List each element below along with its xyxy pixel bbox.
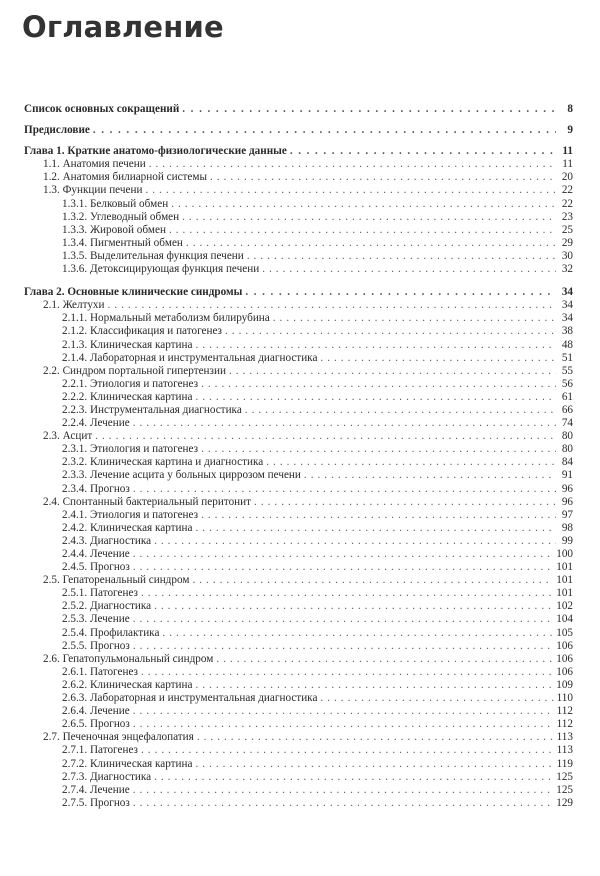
toc-entry[interactable] bbox=[24, 124, 573, 137]
toc-entry-title: 2.3.1. Этиология и патогенез bbox=[62, 443, 199, 456]
toc-entry[interactable] bbox=[24, 299, 573, 312]
toc-entry-page-number: 29 bbox=[561, 236, 573, 249]
toc-entry-title: 2.6.1. Патогенез bbox=[62, 665, 138, 678]
toc-leader-dots bbox=[216, 653, 553, 666]
toc-leader-dots bbox=[245, 404, 556, 417]
toc-entry-title: 2.2.2. Клиническая картина bbox=[62, 390, 193, 403]
toc-leader-dots bbox=[141, 744, 554, 757]
toc-leader-dots bbox=[154, 535, 556, 548]
toc-leader-dots bbox=[171, 198, 556, 211]
toc-leader-dots bbox=[254, 496, 556, 509]
toc-entry[interactable] bbox=[24, 158, 573, 171]
toc-leader-dots bbox=[197, 731, 554, 744]
toc-entry[interactable] bbox=[24, 263, 573, 276]
toc-leader-dots bbox=[201, 509, 556, 522]
toc-entry-title: 2.4. Спонтанный бактериальный перитонит bbox=[43, 495, 252, 508]
toc-entry[interactable] bbox=[24, 224, 573, 237]
toc-entry-page-number: 99 bbox=[561, 534, 573, 547]
toc-entry-title: 2.3.3. Лечение асцита у больных циррозом печени bbox=[62, 469, 301, 482]
toc-entry-title: 1.2. Анатомия билиарной системы bbox=[43, 171, 207, 184]
toc-entry-page-number: 48 bbox=[561, 338, 573, 351]
toc-entry-title: 2.6.2. Клиническая картина bbox=[62, 678, 193, 691]
toc-entry[interactable] bbox=[24, 198, 573, 211]
toc-entry-page-number: 22 bbox=[561, 197, 573, 210]
toc-leader-dots bbox=[273, 312, 556, 325]
toc-entry-page-number: 74 bbox=[561, 417, 573, 430]
toc-entry-page-number: 55 bbox=[561, 364, 573, 377]
toc-entry[interactable] bbox=[24, 797, 573, 810]
toc-leader-dots bbox=[320, 692, 553, 705]
toc-entry-page-number: 98 bbox=[561, 521, 573, 534]
toc-entry-title: 1.1. Анатомия печени bbox=[43, 158, 146, 171]
toc-entry-title: 2.3.4. Прогноз bbox=[62, 482, 130, 495]
toc-entry-page-number: 112 bbox=[556, 705, 573, 718]
toc-entry-page-number: 106 bbox=[556, 639, 573, 652]
toc-leader-dots bbox=[145, 184, 556, 197]
toc-entry-title: 2.5.3. Лечение bbox=[62, 613, 130, 626]
toc-entry[interactable] bbox=[24, 613, 573, 626]
toc-entry-title: 2.7.3. Диагностика bbox=[62, 770, 152, 783]
toc-entry[interactable] bbox=[24, 286, 573, 299]
toc-entry-page-number: 11 bbox=[562, 145, 573, 158]
toc-entry[interactable] bbox=[24, 718, 573, 731]
toc-leader-dots bbox=[133, 718, 554, 731]
toc-entry-page-number: 20 bbox=[561, 171, 573, 184]
toc-leader-dots bbox=[95, 430, 556, 443]
toc-entry-title: 2.2.3. Инструментальная диагностика bbox=[62, 403, 242, 416]
toc-leader-dots bbox=[162, 627, 553, 640]
toc-entry-page-number: 96 bbox=[561, 495, 573, 508]
toc-leader-dots bbox=[196, 391, 557, 404]
toc-entry-title: 2.6.3. Лабораторная и инструментальная диагностика bbox=[62, 692, 318, 705]
toc-entry-page-number: 34 bbox=[561, 286, 573, 299]
toc-entry-title: 2.5.2. Диагностика bbox=[62, 600, 152, 613]
toc-leader-dots bbox=[196, 522, 557, 535]
toc-entry-title: 2.6.4. Лечение bbox=[62, 705, 130, 718]
toc-leader-dots bbox=[133, 797, 553, 810]
toc-entry[interactable] bbox=[24, 443, 573, 456]
toc-entry[interactable] bbox=[24, 430, 573, 443]
toc-leader-dots bbox=[108, 299, 557, 312]
toc-entry-page-number: 125 bbox=[556, 770, 573, 783]
toc-entry-page-number: 51 bbox=[561, 351, 573, 364]
toc-leader-dots bbox=[133, 705, 554, 718]
toc-entry-page-number: 106 bbox=[556, 665, 573, 678]
toc-entry-title: 2.7.4. Лечение bbox=[62, 783, 130, 796]
toc-entry-title: Список основных сокращений bbox=[24, 103, 180, 115]
toc-entry-page-number: 61 bbox=[561, 390, 573, 403]
toc-entry-page-number: 23 bbox=[561, 210, 573, 223]
toc-entry-page-number: 22 bbox=[561, 184, 573, 197]
toc-entry-page-number: 34 bbox=[561, 312, 573, 325]
toc-entry-page-number: 56 bbox=[561, 377, 573, 390]
toc-entry-page-number: 112 bbox=[556, 718, 573, 731]
toc-entry[interactable] bbox=[24, 771, 573, 784]
toc-entry-title: 1.3.5. Выделительная функция печени bbox=[62, 249, 244, 262]
toc-leader-dots bbox=[133, 640, 553, 653]
toc-leader-dots bbox=[196, 758, 554, 771]
toc-entry-title: 2.7.1. Патогенез bbox=[62, 744, 138, 757]
toc-entry-title: 2.3. Асцит bbox=[43, 430, 93, 443]
toc-leader-dots bbox=[210, 171, 556, 184]
toc-entry[interactable] bbox=[24, 469, 573, 482]
table-of-contents bbox=[24, 103, 573, 810]
toc-entry-title: Предисловие bbox=[24, 124, 90, 137]
toc-entry-page-number: 97 bbox=[561, 508, 573, 521]
toc-entry-title: 2.4.5. Прогноз bbox=[62, 561, 130, 574]
toc-entry[interactable] bbox=[24, 666, 573, 679]
toc-entry-page-number: 125 bbox=[556, 783, 573, 796]
toc-leader-dots bbox=[133, 417, 556, 430]
toc-entry-page-number: 102 bbox=[556, 600, 573, 613]
toc-entry-title: 2.5. Гепаторенальный синдром bbox=[43, 574, 190, 587]
toc-entry[interactable] bbox=[24, 744, 573, 757]
toc-entry-title: 2.1.4. Лабораторная и инструментальная диагностика bbox=[62, 351, 318, 364]
toc-entry-title: 2.1.1. Нормальный метаболизм билирубина bbox=[62, 312, 270, 325]
toc-entry[interactable] bbox=[24, 211, 573, 224]
toc-entry[interactable] bbox=[24, 352, 573, 365]
toc-leader-dots bbox=[290, 145, 556, 158]
toc-entry-page-number: 101 bbox=[556, 574, 573, 587]
toc-entry[interactable] bbox=[24, 237, 573, 250]
toc-leader-dots bbox=[133, 613, 554, 626]
toc-entry[interactable] bbox=[24, 365, 573, 378]
toc-entry-page-number: 104 bbox=[556, 613, 573, 626]
toc-entry-title: 1.3.2. Углеводный обмен bbox=[62, 210, 180, 223]
toc-leader-dots bbox=[141, 666, 553, 679]
toc-leader-dots bbox=[169, 224, 556, 237]
toc-entry-title: 2.4.2. Клиническая картина bbox=[62, 521, 193, 534]
toc-leader-dots bbox=[133, 548, 554, 561]
toc-entry-title: 2.5.1. Патогенез bbox=[62, 587, 138, 600]
toc-entry[interactable] bbox=[24, 509, 573, 522]
toc-leader-dots bbox=[154, 771, 553, 784]
toc-entry[interactable] bbox=[24, 378, 573, 391]
toc-entry[interactable] bbox=[24, 325, 573, 338]
toc-entry[interactable] bbox=[24, 548, 573, 561]
toc-entry-page-number: 32 bbox=[561, 263, 573, 276]
toc-entry[interactable] bbox=[24, 640, 573, 653]
toc-leader-dots bbox=[196, 679, 554, 692]
toc-entry-page-number: 80 bbox=[561, 430, 573, 443]
toc-entry-page-number: 101 bbox=[556, 561, 573, 574]
toc-entry-title: 2.1.2. Классификация и патогенез bbox=[62, 325, 222, 338]
toc-leader-dots bbox=[141, 587, 553, 600]
toc-entry-title: 2.3.2. Клиническая картина и диагностика bbox=[62, 456, 264, 469]
toc-entry[interactable] bbox=[24, 496, 573, 509]
toc-entry[interactable] bbox=[24, 731, 573, 744]
toc-entry[interactable] bbox=[24, 679, 573, 692]
toc-entry-title: 1.3.1. Белковый обмен bbox=[62, 197, 169, 210]
toc-entry[interactable] bbox=[24, 522, 573, 535]
toc-entry-page-number: 106 bbox=[556, 652, 573, 665]
toc-entry[interactable] bbox=[24, 535, 573, 548]
toc-entry-page-number: 113 bbox=[556, 744, 573, 757]
toc-entry[interactable] bbox=[24, 184, 573, 197]
toc-entry[interactable] bbox=[24, 574, 573, 587]
toc-leader-dots bbox=[93, 124, 556, 137]
toc-entry-title: 1.3.4. Пигментный обмен bbox=[62, 236, 183, 249]
toc-entry-page-number: 110 bbox=[556, 692, 573, 705]
toc-entry-title: 2.5.5. Прогноз bbox=[62, 639, 130, 652]
toc-entry-title: 2.2.1. Этиология и патогенез bbox=[62, 377, 199, 390]
toc-entry[interactable] bbox=[24, 784, 573, 797]
toc-entry[interactable] bbox=[24, 627, 573, 640]
toc-entry[interactable] bbox=[24, 600, 573, 613]
toc-entry-title: 2.7.2. Клиническая картина bbox=[62, 757, 193, 770]
toc-entry-title: 2.1.3. Клиническая картина bbox=[62, 338, 193, 351]
toc-entry-title: 2.1. Желтухи bbox=[43, 299, 105, 312]
toc-entry[interactable] bbox=[24, 483, 573, 496]
toc-entry-title: 2.5.4. Профилактика bbox=[62, 626, 160, 639]
toc-entry[interactable] bbox=[24, 339, 573, 352]
toc-leader-dots bbox=[229, 365, 556, 378]
toc-leader-dots bbox=[201, 378, 556, 391]
toc-entry-page-number: 84 bbox=[561, 456, 573, 469]
toc-entry-page-number: 80 bbox=[561, 443, 573, 456]
toc-entry[interactable] bbox=[24, 692, 573, 705]
toc-entry-title: 1.3.6. Детоксицирующая функция печени bbox=[62, 263, 260, 276]
toc-entry-page-number: 8 bbox=[567, 103, 573, 115]
toc-entry-page-number: 101 bbox=[556, 587, 573, 600]
toc-entry-page-number: 113 bbox=[556, 731, 573, 744]
toc-entry[interactable] bbox=[24, 391, 573, 404]
toc-leader-dots bbox=[182, 103, 556, 116]
toc-leader-dots bbox=[245, 286, 556, 299]
toc-entry[interactable] bbox=[24, 103, 573, 116]
toc-entry-page-number: 34 bbox=[561, 299, 573, 312]
toc-entry[interactable] bbox=[24, 312, 573, 325]
toc-entry-page-number: 96 bbox=[561, 482, 573, 495]
toc-entry-page-number: 119 bbox=[556, 757, 573, 770]
toc-leader-dots bbox=[266, 456, 556, 469]
toc-leader-dots bbox=[133, 483, 556, 496]
toc-leader-dots bbox=[192, 574, 553, 587]
toc-entry[interactable] bbox=[24, 561, 573, 574]
toc-entry-page-number: 66 bbox=[561, 403, 573, 416]
toc-entry-title: 2.4.4. Лечение bbox=[62, 548, 130, 560]
toc-entry-page-number: 105 bbox=[556, 626, 573, 639]
toc-entry-title: 2.2. Синдром портальной гипертензии bbox=[43, 364, 226, 377]
toc-entry-title: 2.7.5. Прогноз bbox=[62, 796, 130, 809]
toc-entry-page-number: 38 bbox=[561, 325, 573, 338]
toc-entry-title: 2.7. Печеночная энцефалопатия bbox=[43, 731, 194, 744]
toc-leader-dots bbox=[225, 325, 556, 338]
toc-entry-page-number: 9 bbox=[567, 124, 573, 137]
toc-leader-dots bbox=[154, 600, 553, 613]
toc-entry-page-number: 30 bbox=[561, 249, 573, 262]
page-title: Оглавление bbox=[22, 10, 224, 44]
toc-entry-page-number: 109 bbox=[556, 678, 573, 691]
toc-leader-dots bbox=[196, 339, 557, 352]
toc-leader-dots bbox=[201, 443, 556, 456]
toc-entry-page-number: 11 bbox=[562, 158, 573, 171]
toc-leader-dots bbox=[186, 237, 556, 250]
toc-entry[interactable] bbox=[24, 587, 573, 600]
toc-entry-title: 2.2.4. Лечение bbox=[62, 417, 130, 430]
toc-entry-page-number: 91 bbox=[561, 469, 573, 482]
toc-leader-dots bbox=[320, 352, 556, 365]
toc-entry-title: 1.3.3. Жировой обмен bbox=[62, 223, 166, 236]
toc-entry[interactable] bbox=[24, 653, 573, 666]
toc-entry[interactable] bbox=[24, 705, 573, 718]
toc-leader-dots bbox=[304, 469, 556, 482]
toc-entry[interactable] bbox=[24, 404, 573, 417]
toc-leader-dots bbox=[182, 211, 556, 224]
toc-entry-page-number: 100 bbox=[556, 548, 573, 560]
toc-entry[interactable] bbox=[24, 758, 573, 771]
toc-entry-title: Глава 2. Основные клинические синдромы bbox=[24, 286, 243, 299]
toc-entry[interactable] bbox=[24, 417, 573, 430]
toc-leader-dots bbox=[133, 784, 554, 797]
toc-entry-title: 2.6. Гепатопульмональный синдром bbox=[43, 652, 214, 665]
toc-entry-title: 2.4.1. Этиология и патогенез bbox=[62, 508, 199, 521]
toc-entry[interactable] bbox=[24, 250, 573, 263]
toc-entry-title: 2.6.5. Прогноз bbox=[62, 718, 130, 731]
toc-entry-page-number: 25 bbox=[561, 223, 573, 236]
toc-leader-dots bbox=[262, 263, 556, 276]
toc-entry-title: 1.3. Функции печени bbox=[43, 184, 143, 197]
toc-entry-title: Глава 1. Краткие анатомо-физиологические данные bbox=[24, 145, 287, 158]
toc-leader-dots bbox=[149, 158, 556, 171]
toc-entry[interactable] bbox=[24, 145, 573, 158]
toc-leader-dots bbox=[133, 561, 553, 574]
toc-entry-title: 2.4.3. Диагностика bbox=[62, 534, 152, 547]
toc-entry[interactable] bbox=[24, 171, 573, 184]
toc-entry-page-number: 129 bbox=[556, 796, 573, 809]
toc-entry[interactable] bbox=[24, 456, 573, 469]
toc-leader-dots bbox=[247, 250, 556, 263]
